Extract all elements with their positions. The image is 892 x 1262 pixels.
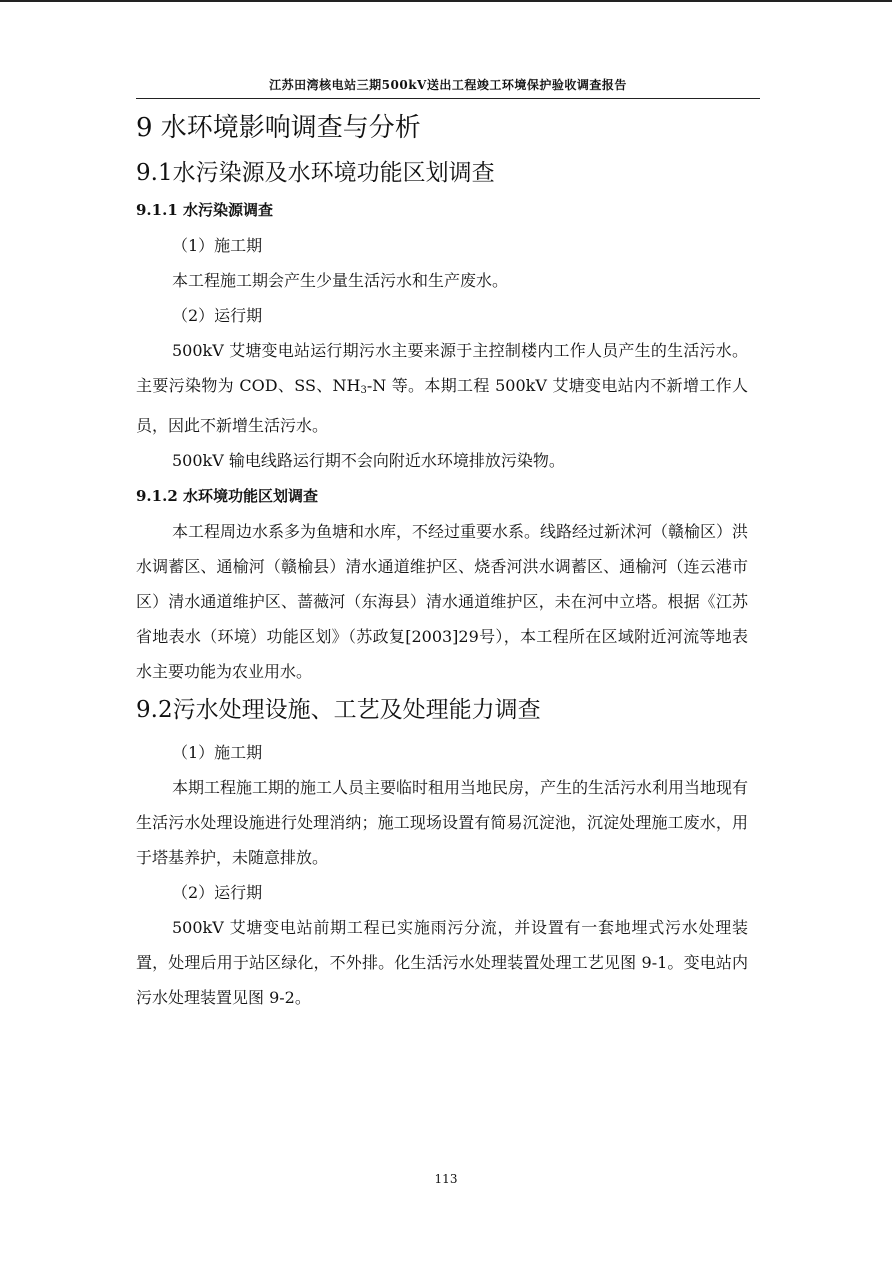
operation-period-label-2: （2）运行期 — [172, 883, 263, 902]
construction-period-label-2: （1）施工期 — [172, 743, 263, 762]
transmission-line-text: 500kV 输电线路运行期不会向附近水环境排放污染物。 — [172, 451, 565, 470]
subsection-9-1-2-title: 9.1.2 水环境功能区划调查 — [136, 487, 318, 505]
section-9-1-title: 9.1水污染源及水环境功能区划调查 — [136, 160, 495, 186]
water-function-zoning-text: 本工程周边水系多为鱼塘和水库，不经过重要水系。线路经过新沭河（赣榆区）洪水调蓄区、通榆河（赣榆县）清水通道维护区、烧香河洪水调蓄区、通榆河（连云港市区）清水通道维护区、蔷薇河（东海县）清水通道维护区，未在河中立塔。根据《江苏省地表水（环境）功能区划》（苏政复[2003]29号），本工程所在区域附近河流等地表水主要功能为农业用水。 — [136, 522, 749, 681]
operation-text-part-a: 500kV 艾塘变电站运行期污水主要来源于主控制楼内工作人员产生的生活污水。主要污染物为 COD、SS、NH — [136, 341, 748, 395]
operation-treatment-text: 500kV 艾塘变电站前期工程已实施雨污分流，并设置有一套地埋式污水处理装置，处理后用于站区绿化，不外排。化生活污水处理装置处理工艺见图 9-1。变电站内污水处理装置见图 9-2。 — [136, 918, 748, 1007]
section-9-2-title: 9.2污水处理设施、工艺及处理能力调查 — [136, 697, 541, 723]
operation-period-text — [136, 333, 748, 443]
page-top-border — [0, 0, 892, 2]
page-content — [136, 110, 748, 1015]
construction-period-text: 本工程施工期会产生少量生活污水和生产废水。 — [172, 271, 509, 290]
operation-text-part-b: -N 等。本期工程 500kV 艾塘变电站内不新增工作人员，因此不新增生活污水。 — [136, 376, 748, 435]
nh3-subscript: 3 — [360, 385, 367, 396]
construction-treatment-text: 本期工程施工期的施工人员主要临时租用当地民房，产生的生活污水利用当地现有生活污水处理设施进行处理消纳；施工现场设置有简易沉淀池，沉淀处理施工废水，用于塔基养护，未随意排放。 — [136, 778, 749, 867]
subsection-9-1-1-title: 9.1.1 水污染源调查 — [136, 201, 273, 219]
header-rule — [136, 98, 760, 99]
operation-period-label: （2）运行期 — [172, 306, 263, 325]
running-header: 江苏田湾核电站三期500kV送出工程竣工环境保护验收调查报告 — [269, 78, 627, 92]
page-number: 113 — [434, 1172, 458, 1186]
chapter-title: 9 水环境影响调查与分析 — [136, 113, 421, 143]
construction-period-label: （1）施工期 — [172, 236, 263, 255]
